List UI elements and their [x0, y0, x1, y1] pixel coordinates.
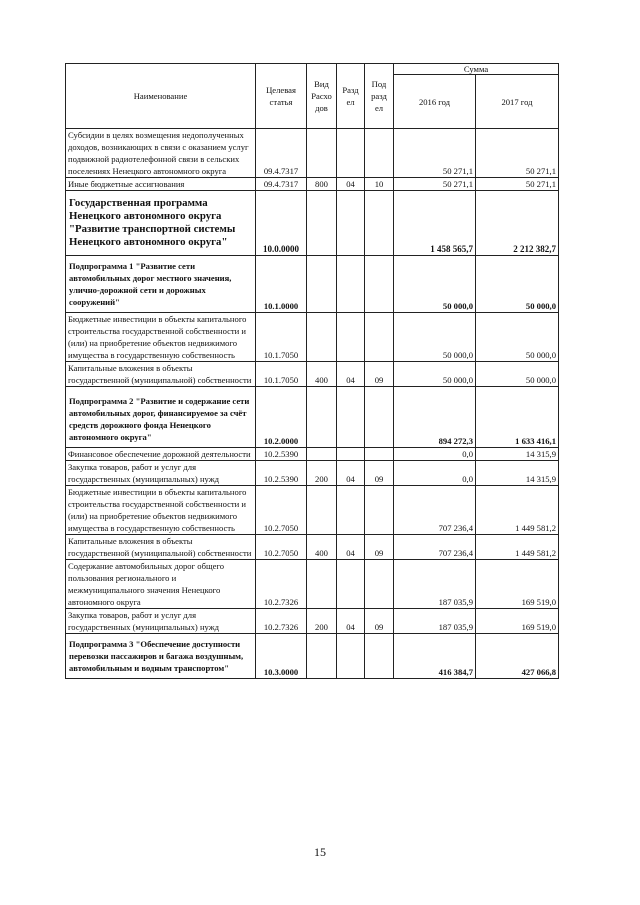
amount-2017: 14 315,9 [476, 461, 559, 486]
amount-2017: 2 212 382,7 [476, 191, 559, 256]
amount-2017: 50 271,1 [476, 129, 559, 178]
expense-type [307, 486, 337, 535]
target-code: 10.2.7326 [256, 560, 307, 609]
target-code: 09.4.7317 [256, 129, 307, 178]
table-row [66, 313, 559, 362]
table-row [66, 178, 559, 191]
target-code: 10.0.0000 [256, 191, 307, 256]
target-code: 10.3.0000 [256, 634, 307, 679]
subsection-code: 09 [365, 609, 394, 634]
expense-type: 400 [307, 362, 337, 387]
amount-2016: 50 000,0 [394, 362, 476, 387]
section-code: 04 [337, 609, 365, 634]
row-name: Подпрограмма 1 "Развитие сети автомобильных дорог местного значения, улично-дорожной сети и дорожных сооружений" [66, 256, 256, 313]
section-code [337, 191, 365, 256]
target-code: 10.2.7326 [256, 609, 307, 634]
section-code [337, 560, 365, 609]
target-code: 09.4.7317 [256, 178, 307, 191]
amount-2017: 169 519,0 [476, 560, 559, 609]
target-code: 10.1.7050 [256, 362, 307, 387]
target-code: 10.2.7050 [256, 486, 307, 535]
section-code: 04 [337, 461, 365, 486]
section-code [337, 486, 365, 535]
amount-2016: 50 271,1 [394, 178, 476, 191]
table-row [66, 535, 559, 560]
amount-2016: 416 384,7 [394, 634, 476, 679]
expense-type: 800 [307, 178, 337, 191]
expense-type [307, 256, 337, 313]
subsection-code [365, 560, 394, 609]
amount-2017: 50 000,0 [476, 362, 559, 387]
subsection-code [365, 387, 394, 448]
amount-2016: 50 000,0 [394, 313, 476, 362]
expense-type [307, 129, 337, 178]
amount-2016: 0,0 [394, 461, 476, 486]
amount-2017: 1 449 581,2 [476, 486, 559, 535]
amount-2017: 1 633 416,1 [476, 387, 559, 448]
subsection-code [365, 448, 394, 461]
budget-table [65, 63, 559, 679]
table-row [66, 191, 559, 256]
row-name: Капитальные вложения в объекты государственной (муниципальной) собственности [66, 362, 256, 387]
row-name: Закупка товаров, работ и услуг для государственных (муниципальных) нужд [66, 461, 256, 486]
expense-type [307, 191, 337, 256]
expense-type [307, 313, 337, 362]
target-code: 10.1.0000 [256, 256, 307, 313]
row-name: Подпрограмма 2 "Развитие и содержание сети автомобильных дорог, финансируемое за счёт средств дорожного фонда Ненецкого автономного округа" [66, 387, 256, 448]
table-row [66, 448, 559, 461]
amount-2016: 707 236,4 [394, 486, 476, 535]
table-row [66, 634, 559, 679]
target-code: 10.2.5390 [256, 448, 307, 461]
page-number: 15 [314, 845, 326, 859]
row-name: Закупка товаров, работ и услуг для государственных (муниципальных) нужд [66, 609, 256, 634]
target-code: 10.1.7050 [256, 313, 307, 362]
header-year-2017: 2017 год [476, 75, 559, 129]
section-code [337, 448, 365, 461]
section-code: 04 [337, 535, 365, 560]
expense-type: 400 [307, 535, 337, 560]
amount-2016: 50 271,1 [394, 129, 476, 178]
expense-type: 200 [307, 609, 337, 634]
subsection-code: 10 [365, 178, 394, 191]
section-code: 04 [337, 362, 365, 387]
table-row [66, 256, 559, 313]
amount-2016: 1 458 565,7 [394, 191, 476, 256]
header-sum: Сумма [394, 64, 559, 75]
expense-type [307, 634, 337, 679]
table-row [66, 129, 559, 178]
amount-2016: 187 035,9 [394, 560, 476, 609]
row-name: Бюджетные инвестиции в объекты капитального строительства государственной собственности и (или) на приобретение объектов недвижимого имущества в государственную собственность [66, 313, 256, 362]
subsection-code [365, 129, 394, 178]
subsection-code [365, 191, 394, 256]
section-code [337, 256, 365, 313]
subsection-code [365, 313, 394, 362]
table-row [66, 387, 559, 448]
row-name: Содержание автомобильных дорог общего пользования регионального и межмуниципального значения Ненецкого автономного округа [66, 560, 256, 609]
subsection-code [365, 634, 394, 679]
expense-type: 200 [307, 461, 337, 486]
subsection-code [365, 256, 394, 313]
section-code [337, 634, 365, 679]
table-body [66, 129, 559, 679]
expense-type [307, 560, 337, 609]
target-code: 10.2.0000 [256, 387, 307, 448]
row-name: Бюджетные инвестиции в объекты капитального строительства государственной собственности и (или) на приобретение объектов недвижимого имущества в государственную собственность [66, 486, 256, 535]
expense-type [307, 448, 337, 461]
expense-type [307, 387, 337, 448]
header-target: Целевая статья [256, 64, 307, 129]
header-section: Разд ел [337, 64, 365, 129]
section-code [337, 313, 365, 362]
header-name: Наименование [66, 64, 256, 129]
header-year-2016: 2016 год [394, 75, 476, 129]
amount-2017: 50 271,1 [476, 178, 559, 191]
row-name: Субсидии в целях возмещения недополученных доходов, возникающих в связи с оказанием услуг подвижной радиотелефонной связи в сельских поселениях Ненецкого автономного округа [66, 129, 256, 178]
amount-2017: 1 449 581,2 [476, 535, 559, 560]
row-name: Подпрограмма 3 "Обеспечение доступности перевозки пассажиров и багажа воздушным, автомобильным и водным транспортом" [66, 634, 256, 679]
table-row [66, 560, 559, 609]
header-subsection: Под разд ел [365, 64, 394, 129]
row-name: Иные бюджетные ассигнования [66, 178, 256, 191]
target-code: 10.2.5390 [256, 461, 307, 486]
table-row [66, 362, 559, 387]
subsection-code: 09 [365, 461, 394, 486]
amount-2016: 894 272,3 [394, 387, 476, 448]
section-code: 04 [337, 178, 365, 191]
row-name: Капитальные вложения в объекты государственной (муниципальной) собственности [66, 535, 256, 560]
header-expense-type: Вид Расхо дов [307, 64, 337, 129]
amount-2016: 187 035,9 [394, 609, 476, 634]
amount-2016: 50 000,0 [394, 256, 476, 313]
section-code [337, 387, 365, 448]
row-name: Государственная программа Ненецкого автономного округа "Развитие транспортной системы Ненецкого автономного округа" [66, 191, 256, 256]
amount-2017: 50 000,0 [476, 256, 559, 313]
amount-2016: 707 236,4 [394, 535, 476, 560]
table-row [66, 486, 559, 535]
amount-2017: 427 066,8 [476, 634, 559, 679]
amount-2017: 50 000,0 [476, 313, 559, 362]
table-row [66, 461, 559, 486]
subsection-code: 09 [365, 535, 394, 560]
amount-2016: 0,0 [394, 448, 476, 461]
row-name: Финансовое обеспечение дорожной деятельности [66, 448, 256, 461]
table-row [66, 609, 559, 634]
subsection-code: 09 [365, 362, 394, 387]
section-code [337, 129, 365, 178]
amount-2017: 14 315,9 [476, 448, 559, 461]
amount-2017: 169 519,0 [476, 609, 559, 634]
target-code: 10.2.7050 [256, 535, 307, 560]
subsection-code [365, 486, 394, 535]
